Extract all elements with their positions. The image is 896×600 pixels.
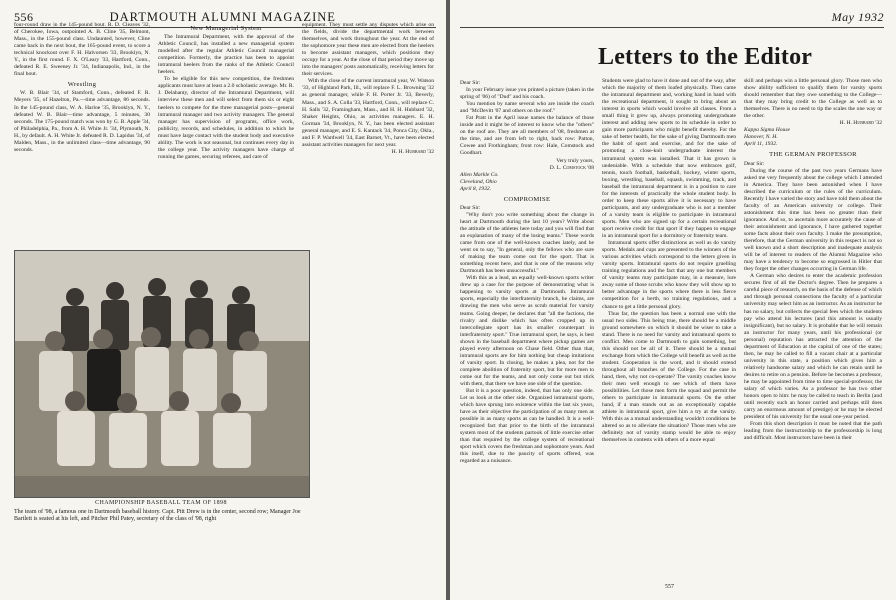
letter2-signature: H. H. Hubbard '32	[839, 120, 882, 127]
letter3-paragraph-1: During the course of the past two years Germans have asked me very frequently about the college which I attended in America. They have been astonished when I have described the curriculum or the rules of the curriculum. Recently I have varied the story and have told them about the faculty of an American university or college. Their astonishment this time has been no greater than their ignorance. And so, to ascertain more accurately the cause of their astonishment and ignorance, I have gathered together some facts about their own faculty. I make the presumption, therefore, that the German university in this respect is not so well known and a short description and inadequate analysis will be of interest to readers of the Alumni Magazine who may have a tendency to become so engrossed in Hitler that they forget the other changes occurring in German life.	[744, 167, 882, 273]
letter3-paragraph-2: A German who desires to enter the academic profession secures first of all the Doctor's degree. Then he prepares a careful piece of research, on the basis of the defense of which and through personal connections the faculty of a particular university may select him as an instructor. As an instructor he has no salary, but collects the special fees which the students pay who attend his lectures (and this amount is usually insignificant), but no salary. It is probable that he will remain an instructor for many years, until his professional (or personal) reputation has attracted the attention of the department of Education at the capital of one of the states; then, he may be called to fill a vacant chair at a particular university in this state, a position which gives him a relatively handsome salary and which he can retain until he desires to retire on a pension. Before he becomes a professor, he may be appointed from time to time special-professor, the salary of which varies. As a professor he has two other honors open to him: he may be called to teach in Berlin (and until recently such an honor carried and perhaps still does carry an enormous amount of prestige) or he may be elected president of his university for the usual one-year period.	[744, 273, 882, 421]
letter1-paragraph-2: You mention by name several who are inside the coach and "McDevitt '07 and others on the roof."	[460, 101, 594, 115]
letter2-paragraph-4: Students were glad to have it done and out of the way, after which the majority of them loafed physically. Then came the intramural department and, working hand in hand with the recreational department, it sought to bring about an interest in sports which would involve all classes. From a small thing it grew up, always promoting undergraduate interest and adding new sports to its schedule in order to gain more participants who might benefit thereby. For the sake of better health, for the sake of giving Dartmouth men the habit of sport and exercise, and for the sake of promoting a close-knit undergraduate interest the intramural system was installed. That it has grown is undeniable. With a schedule that now embraces golf, tennis, touch football, basketball, hockey, winter sports, boxing, wrestling, baseball, squash, swimming, track, and baseball the intramural department is in a position to care for the interests of practically the whole student body. In order to keep these sports alive it is necessary to have participants, and any undergraduate who is not a member of a varsity team is eligible to participate in intramural sports. Men who are signed up for a certain recreational sport receive credit for that sport if they happen to engage in an intramural sport for a dormitory or fraternity team.	[602, 78, 736, 240]
letter3-paragraph-3: From this short description it must be noted that the path leading from the instructorship to the professorship is long and difficult. Most instructors have been in their	[744, 421, 882, 442]
left-column-3	[302, 22, 434, 156]
right-column-3	[744, 78, 882, 442]
left-column-2	[158, 22, 294, 161]
letter1-signature: D. L. Comstock '08	[549, 164, 594, 171]
letter2-place-3: April 11, 1932.	[744, 141, 778, 148]
magazine-title: DARTMOUTH ALUMNI MAGAZINE	[109, 10, 336, 24]
wrestling-heading: Wrestling	[67, 81, 97, 89]
german-professor-heading: THE GERMAN PROFESSOR	[769, 151, 857, 159]
letter1-closing: Very truly yours,	[556, 157, 594, 164]
letter2-paragraph-3: But it is a poor question, indeed, that has only one side. Let us look at the other side. Organized intramural sports, which have sprung into existence within the last six years, have as their objective the participation of as many men as possible in as many sports as can be handled. It is a well-recognized fact that prior to the birth of the intramural system most of the students partook of little exercise other than that required by the college system of recreational sport which covers the freshman and sophomore years. And this itself, due to the paucity of sports offered, was regarded as a nuisance.	[460, 388, 594, 465]
left-page-number: 556	[14, 10, 34, 24]
letter1-salutation: Dear Sir:	[460, 80, 481, 86]
letter1-paragraph-1: In your February issue you printed a picture (taken in the spring of '06) of "Dud" and his coach.	[460, 87, 594, 101]
letter2-paragraph-2: With this as a lead, an equally well-known sports writer drew up a case for the purpose of demonstrating what is happening to varsity sports at Dartmouth. Intramural sports, especially the interfraternity branch, he claims, are drawing the men who serve as scrub material for varsity teams. Going deeper, he declares that "all the factions, the rivalry and dislike which has often cropped up in intercollegiate sport has its smaller counterpart in interfraternity sport." True intramural sport, he says, is best shown in the baseball department where pickup games are played every afternoon on Chase field. Other than that, intramural sports are for him nothing but cheap imitations of varsity sport. In closing, he makes a plea, not for the complete abolition of fraternity sport, but for more men to come out for the teams, and not only come out but stick with them, that there we have one side of the question.	[460, 275, 594, 387]
wrestling-paragraph: W. B. Blair '34, of Stamford, Conn., defeated F. R. Meyers '35, of Hazelton, Pa.—time advantage, 86 seconds. In the 145-pound class, W. A. Harloe '35, Brooklyn, N. Y., defeated W. B. Blair—time advantage, 5 minutes, 30 seconds. The 175-pound match was won by G. B. Apple '34, of Philadelphia, Pa., from A. H. White Jr. '34, Plymouth, N. H., by default. A. H. White Jr. defeated R. D. Lapidus '34, of Malden, Mass., in the unlimited class—time advantage, 90 seconds.	[14, 90, 150, 153]
photo-caption: The team of '98, a famous one in Dartmouth baseball history. Capt. Pitt Drew is in the center, second row; Manager Joe Bartlett is seated at his left, and Pitcher Phil Patey, secretary of the class of '98, right	[14, 509, 301, 523]
letter1-place-1: Allen Markle Co.	[460, 171, 499, 178]
managerial-paragraph-1: The Intramural Department, with the approval of the Athletic Council, has installed a new managerial system modelled after the regular Athletic Council managerial competition. Formerly, the practice has been to appoint intramural heelers from the ranks of the Athletic Council heelers.	[158, 34, 294, 76]
right-running-head	[460, 10, 884, 28]
letter2-paragraph-1: "Why don't you write something about the change in heart at Dartmouth during the last 10 years? Write about the attitude of the athletes here today and you will find that an explanation of many of the losing teams." These words came from one of the well-known coaches lately, and he went on to say, "In general, only the fellows who are sure of making the team come out for the sport. That is something recent here, and that is one of the reasons why Dartmouth has been unsuccessful."	[460, 211, 594, 275]
managerial-paragraph-2: To be eligible for this new competition, the freshmen applicants must have at least a 2.0 scholastic average. Mr. R. J. Delahanty, director of the Intramural Department, will interview these men and will select from them six or eight heelers to compete for the three managerial posts—general intramural manager and two activity managers. The general manager has supervision of programs, office work, publicity, records, and schedules, in addition to which he must have large contact with the student body and executive ability. The work is not seasonal, but continues every day in the college year. The activity managers have charge of running the games, securing referees, and care of	[158, 76, 294, 160]
issue-date: May 1932	[831, 10, 884, 24]
letter3-salutation: Dear Sir:	[744, 160, 765, 167]
left-signature: H. H. Hubbard '32	[391, 148, 434, 155]
letter2-place-1: Kappa Sigma House	[744, 127, 790, 134]
compromise-heading: COMPROMISE	[503, 195, 551, 203]
baseball-team-photo	[14, 250, 310, 498]
letter2-place-2: Hanover, N. H.	[744, 134, 778, 141]
letter2-paragraph-6: Thus far, the question has been a normal one with the usual two sides. This being true, there should be a middle ground somewhere on which it should be wiser to take a stand. There is no need for varsity and intramural sports to conflict. Men come to Dartmouth to gain something, but this should not be all of it. There should be a mutual exchange from which the College will benefit as well as the student. Cooperation is the word, and it should extend throughout all branches of the College. For the case in hand, then, why not co-operate? The varsity coaches know their men well enough to see which of them have possibilities. Let those men form the squad and permit the others to participate in intramural sports. On the other hand, if a man stands out as an exceptionally capable athlete in intramural sport, give him a try at the varsity. With this as a mutual understanding wouldn't conditions be altered so as to alleviate the situation? Those men who are definitely not of varsity stamp would be able to enjoy themselves in contests with others of a more equal	[602, 310, 736, 444]
right-column-2	[602, 78, 736, 444]
letter1-place-3: April 8, 1932.	[460, 185, 492, 192]
letters-section-title: Letters to the Editor	[598, 44, 813, 70]
managerial-heading: New Managerial System	[190, 25, 262, 32]
letter2-paragraph-5: Intramural sports offer distinctions as well as do varsity sports. Medals and cups are presented to the winners of the various activities which correspond to the letters given in varsity sports. Intramural sports do not require gruelling training regulations and the fact that any one but members of varsity teams may participate may, in a measure, lure away some of those scrubs who know they will show up to better advantage in the sports where there is less fierce competition for a berth, no training regulations, and a chance to get a little personal glory.	[602, 240, 736, 310]
photo-title: CHAMPIONSHIP BASEBALL TEAM OF 1898	[95, 500, 227, 506]
letter1-place-2: Cleveland, Ohio	[460, 178, 497, 185]
right-page-number: 557	[665, 584, 674, 590]
team-photo-illustration	[15, 251, 309, 497]
left-column-1	[14, 22, 150, 154]
right-column-1	[460, 78, 594, 466]
letter2-salutation: Dear Sir:	[460, 204, 481, 211]
letter1-paragraph-3: Fat Pratt in the April issue names the balance of those inside and it might be of interest to know who the "others" on the roof are. They are all members of '08, freshmen at the time, and are from left to right, back row: Patton, Cowee and Frothingham; front row: Hale, Comstock and Goodhart.	[460, 115, 594, 157]
letter2-paragraph-7: skill and perhaps win a little personal glory. Those men who show ability sufficient to qualify them for varsity sports should remember that they owe something to the College—that they may bring credit to the College as well as to themselves. There is no need to tip the scales the one way or the other.	[744, 78, 882, 120]
managerial-paragraph-3: equipment. They must settle any disputes which arise on the fields, divide the departmental work between themselves, and work throughout the year. At the end of the sophomore year these men are elected from the heelers to become assistant managers, which positions they occupy for a year. At the close of that period they move up into the managers' posts automatically, receiving letters for their services.	[302, 22, 434, 78]
boxing-results-paragraph: four-round draw in the 145-pound bout. R. D. Cleaves '32, of Cherokee, Iowa, outpointed A. B. Cline '35, Belmont, Mass., in the 155-pound class. Undaunted, however, Cline came back in the next bout, the 165-pound event, to score a technical knockout over F. H. Halvorsen '33, Brooklyn, N. Y., in the first round. F. X. O'Leary '33, Hartford, Conn., defeated R. E. Sweeney Jr. '34, Indianapolis, Ind., in the final bout.	[14, 22, 150, 78]
right-page	[450, 0, 896, 600]
managerial-paragraph-4: With the close of the current intramural year, W. Watson '33, of Highland Park, Ill., will replace F. L. Browning '32 as general manager, while F. H. Porter Jr. '33, Beverly, Mass., and S. A. Colla '33, Hartford, Conn., will replace C. H. Salls '32, Framingham, Mass., and H. H. Hubbard '32, Shaker Heights, Ohio, as activities managers. E. H. Gorman '34, Brooklyn, N. Y., has been elected assistant general manager, and E. S. Kantack '34, Ponca City, Okla., and F. P. Wardwell '34, East Barnet, Vt., have been elected assistant activities managers for next year.	[302, 78, 434, 148]
left-page	[0, 0, 446, 600]
